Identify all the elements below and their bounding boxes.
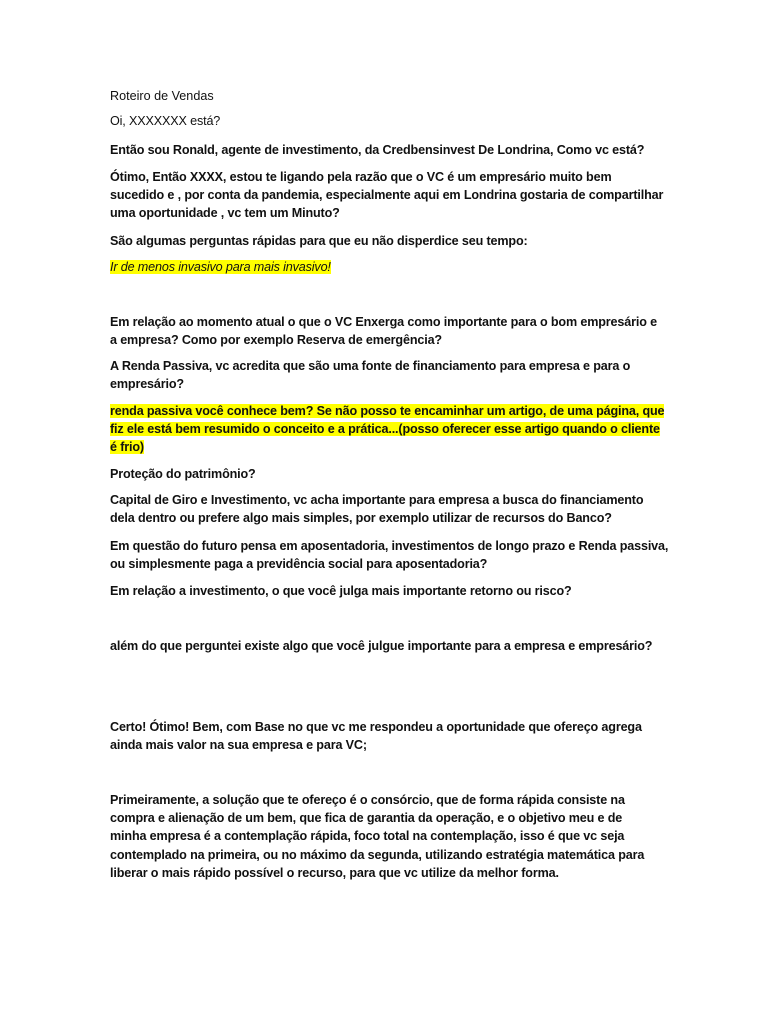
paragraph-q-working-capital (110, 491, 655, 527)
paragraph-line: Em questão do futuro pensa em aposentadoria, investimentos de longo prazo e Renda passiva, (110, 539, 669, 553)
paragraph-offer-intro (110, 718, 655, 754)
highlighted-line: renda passiva você conhece bem? Se não posso te encaminhar um artigo, de uma página, que (110, 404, 665, 418)
paragraph-line: ainda mais valor na sua empresa e para VC; (110, 738, 367, 753)
paragraph-offer-detail (110, 791, 655, 882)
paragraph-greeting: Oi, XXXXXXX está? (110, 114, 221, 128)
paragraph-line: Primeiramente, a solução que te ofereço é o consórcio, que de forma rápida consiste na (110, 793, 625, 807)
paragraph-note-article (110, 402, 665, 457)
paragraph-q-future (110, 537, 669, 573)
paragraph-q-protection: Proteção do patrimônio? (110, 467, 256, 481)
paragraph-line: compra e alienação de um bem, que fica de garantia da operação, e o objetivo meu e de (110, 811, 623, 826)
paragraph-line: Em relação ao momento atual o que o VC Enxerga como importante para o bom empresário e (110, 315, 657, 329)
paragraph-reason (110, 168, 664, 223)
paragraph-q-investment: Em relação a investimento, o que você julga mais importante retorno ou risco? (110, 584, 572, 598)
paragraph-line: a empresa? Como por exemplo Reserva de emergência? (110, 333, 442, 348)
highlighted-note: Ir de menos invasivo para mais invasivo! (110, 260, 331, 274)
paragraph-line: Ótimo, Então XXXX, estou te ligando pela razão que o VC é um empresário muito bem (110, 170, 612, 184)
paragraph-line: uma oportunidade , vc tem um Minuto? (110, 206, 340, 221)
paragraph-line: minha empresa é a contemplação rápida, foco total na contemplação, isso é que vc seja (110, 829, 625, 844)
paragraph-line: A Renda Passiva, vc acredita que são uma fonte de financiamento para empresa e para o (110, 359, 631, 373)
paragraph-line: contemplado na primeira, ou no máximo da segunda, utilizando estratégia matemática para (110, 847, 645, 862)
paragraph-questions-intro: São algumas perguntas rápidas para que eu não disperdice seu tempo: (110, 234, 528, 248)
document-title: Roteiro de Vendas (110, 89, 214, 103)
paragraph-line: dela dentro ou prefere algo mais simples, por exemplo utilizar de recursos do Banco? (110, 511, 612, 526)
paragraph-q-passive-income (110, 357, 655, 393)
paragraph-q-current-moment (110, 313, 655, 349)
paragraph-line: ou simplesmente paga a previdência social para aposentadoria? (110, 557, 488, 572)
highlighted-line: fiz ele está bem resumido o conceito e a prática...(posso oferecer esse artigo quando o cliente (110, 422, 660, 437)
highlighted-line: é frio) (110, 440, 144, 455)
paragraph-note-invasive (110, 258, 655, 276)
paragraph-intro: Então sou Ronald, agente de investimento, da Credbensinvest De Londrina, Como vc está? (110, 143, 645, 157)
paragraph-line: liberar o mais rápido possível o recurso, para que vc utilize da melhor forma. (110, 865, 559, 880)
paragraph-line: empresário? (110, 377, 184, 392)
paragraph-line: sucedido e , por conta da pandemia, especialmente aqui em Londrina gostaria de compartilhar (110, 188, 664, 203)
paragraph-line: Certo! Ótimo! Bem, com Base no que vc me respondeu a oportunidade que ofereço agrega (110, 720, 642, 734)
paragraph-line: Capital de Giro e Investimento, vc acha importante para empresa a busca do financiamento (110, 493, 644, 507)
paragraph-q-other: além do que perguntei existe algo que você julgue importante para a empresa e empresário? (110, 639, 653, 653)
